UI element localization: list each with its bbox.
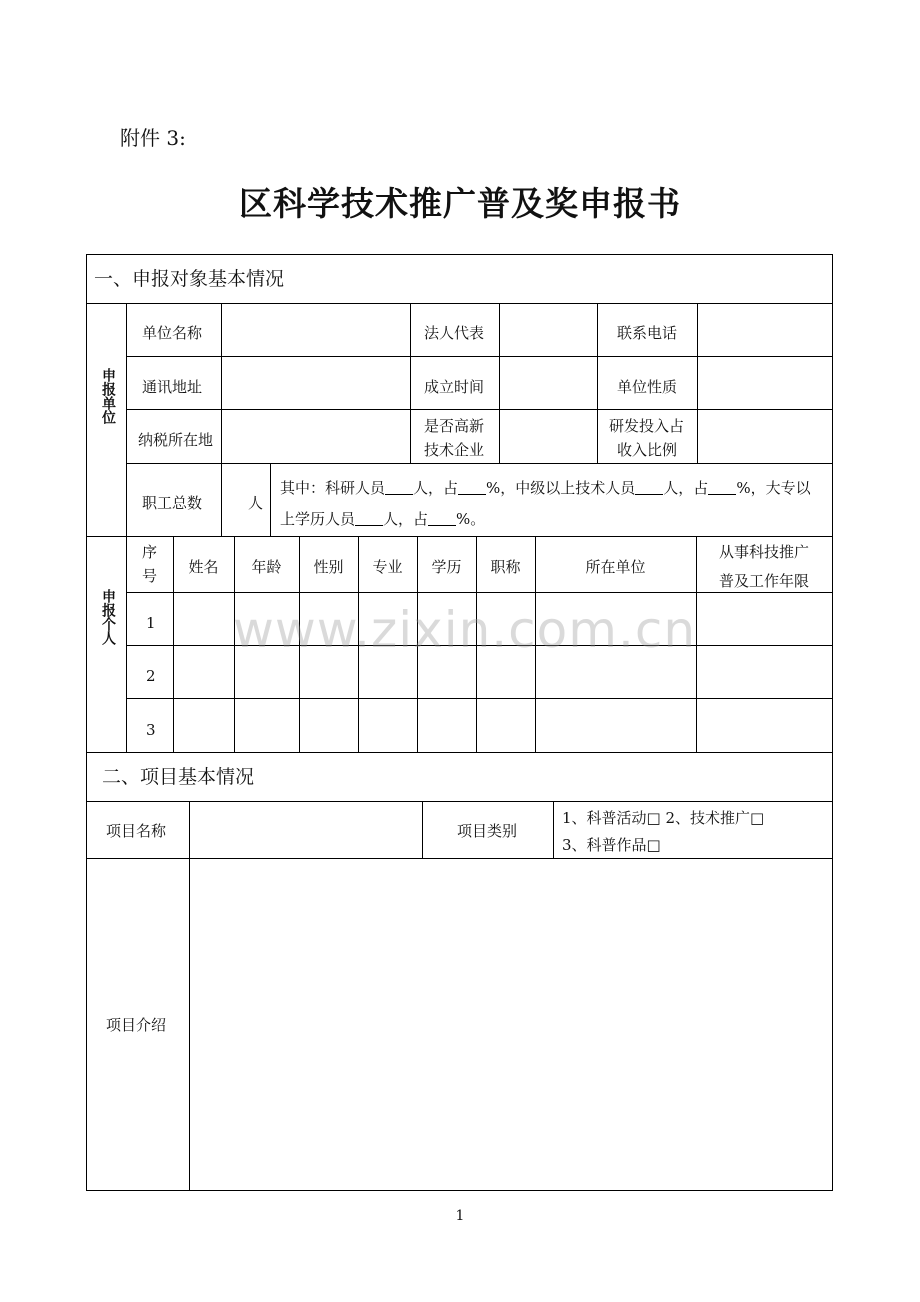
- address-label: 通讯地址: [142, 378, 203, 396]
- attachment-label: 附件 3:: [120, 126, 186, 150]
- person-row-seq: 3: [146, 721, 156, 739]
- person-row-seq: 1: [146, 614, 156, 632]
- rd-ratio-label-line1: 研发投入占: [609, 417, 685, 435]
- person-group-label: 申报个人: [100, 589, 116, 645]
- col-gender: 性别: [313, 558, 344, 576]
- staff-breakdown-line1: 其中：科研人员 人，占 %，中级以上技术人员 人，占 %，大专以: [280, 479, 811, 497]
- hightech-label-line2: 技术企业: [424, 441, 485, 459]
- section2-heading: 二、项目基本情况: [102, 766, 255, 788]
- founded-label: 成立时间: [424, 378, 485, 396]
- phone-label: 联系电话: [617, 324, 678, 342]
- staff-breakdown-line2: 上学历人员 人，占 %。: [280, 510, 486, 528]
- project-type-label: 项目类别: [457, 822, 518, 840]
- col-age: 年龄: [251, 558, 282, 576]
- person-row-seq: 2: [146, 667, 156, 685]
- col-name: 姓名: [188, 558, 219, 576]
- staff-total-label: 职工总数: [142, 494, 203, 512]
- col-job-title: 职称: [490, 558, 521, 576]
- document-title: 区科学技术推广普及奖申报书: [239, 184, 681, 223]
- person-unit-label: 人: [248, 494, 264, 512]
- legal-rep-label: 法人代表: [424, 324, 485, 342]
- unit-group-label: 申报单位: [100, 368, 116, 424]
- watermark: www.zixin.com.cn: [233, 601, 697, 659]
- col-years-line2: 普及工作年限: [718, 572, 809, 590]
- hightech-label-line1: 是否高新: [424, 417, 485, 435]
- col-workplace: 所在单位: [585, 558, 646, 576]
- section1-heading: 一、申报对象基本情况: [94, 268, 285, 290]
- col-education: 学历: [431, 558, 462, 576]
- page-number: 1: [455, 1208, 465, 1224]
- col-years-line1: 从事科技推广: [718, 543, 809, 561]
- project-name-label: 项目名称: [106, 822, 167, 840]
- col-major: 专业: [372, 558, 403, 576]
- rd-ratio-label-line2: 收入比例: [617, 441, 678, 459]
- unit-nature-label: 单位性质: [617, 378, 678, 396]
- project-intro-label: 项目介绍: [106, 1016, 167, 1034]
- project-type-options-line1: 1、科普活动□ 2、技术推广□: [562, 809, 765, 827]
- col-seq-line1: 序: [141, 543, 157, 561]
- col-seq-line2: 号: [141, 567, 157, 585]
- tax-location-label: 纳税所在地: [138, 431, 214, 449]
- project-type-options-line2: 3、科普作品□: [562, 836, 661, 854]
- unit-name-label: 单位名称: [142, 324, 203, 342]
